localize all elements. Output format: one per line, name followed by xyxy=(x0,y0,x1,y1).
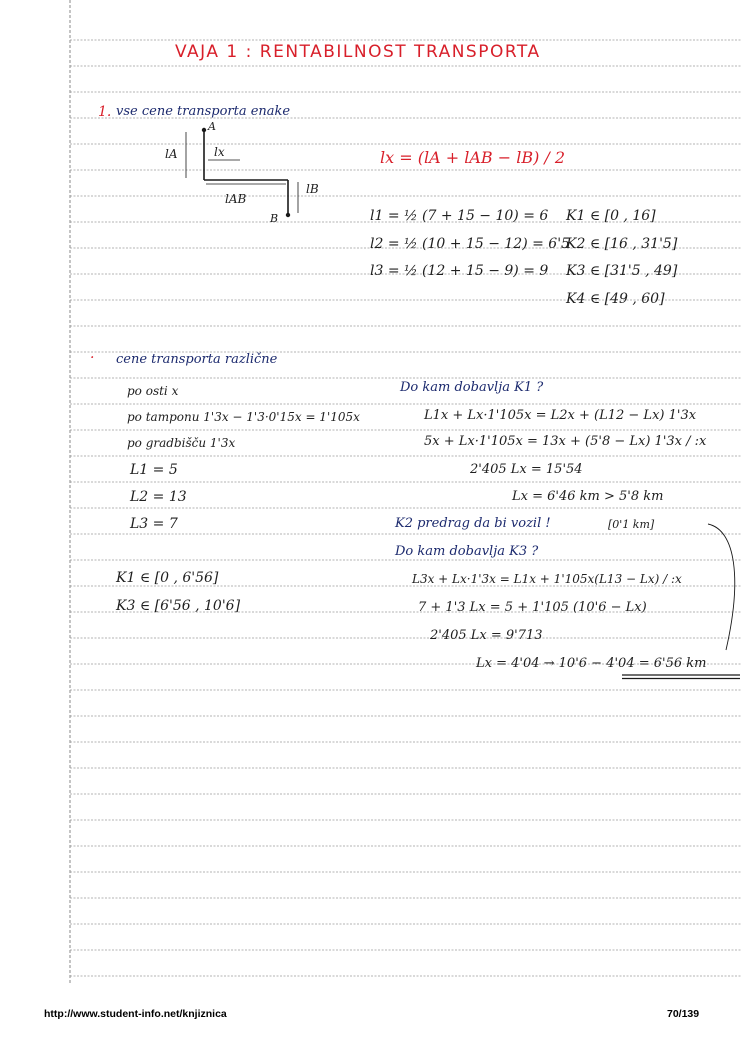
interval-k4: K4 ∈ [49 , 60] xyxy=(566,291,665,307)
eq1-line4: Lx = 6'46 km > 5'8 km xyxy=(512,489,664,504)
interval-k1: K1 ∈ [0 , 16] xyxy=(566,208,656,224)
eq1-line2: 5x + Lx·1'105x = 13x + (5'8 − Lx) 1'3x / :x xyxy=(424,434,707,449)
eq2-line3: 2'405 Lx = 9'713 xyxy=(430,628,543,643)
eq2-line1: L3x + Lx·1'3x = L1x + 1'105x(L13 − Lx) / :x xyxy=(412,572,682,586)
left-line-osti: po osti x xyxy=(127,384,179,398)
eq1-line1: L1x + Lx·1'105x = L2x + (L12 − Lx) 1'3x xyxy=(424,408,697,423)
left-line-l3: L3 = 7 xyxy=(130,516,178,532)
section1-number: 1. xyxy=(98,104,112,120)
note-k2-extra: [0'1 km] xyxy=(608,518,655,531)
diagram-label-lx: lx xyxy=(214,145,225,159)
left-line-tampon: po tamponu 1'3x − 1'3·0'15x = 1'105x xyxy=(127,410,360,424)
diagram-label-lb: lB xyxy=(306,182,319,196)
left-line-l1: L1 = 5 xyxy=(130,462,178,478)
margin-bracket xyxy=(706,520,746,660)
question-k3: Do kam dobavlja K3 ? xyxy=(395,544,539,559)
interval-k3: K3 ∈ [31'5 , 49] xyxy=(566,263,678,279)
section2-heading: cene transporta različne xyxy=(116,352,278,367)
calc-l3: l3 = ½ (12 + 15 − 9) = 9 xyxy=(370,263,549,279)
result-k1: K1 ∈ [0 , 6'56] xyxy=(116,570,219,586)
diagram-label-a: A xyxy=(208,120,216,133)
interval-k2: K2 ∈ [16 , 31'5] xyxy=(566,236,678,252)
left-line-gradbisce: po gradbišču 1'3x xyxy=(127,436,236,450)
calc-l2: l2 = ½ (10 + 15 − 12) = 6'5 xyxy=(370,236,570,252)
calc-l1: l1 = ½ (7 + 15 − 10) = 6 xyxy=(370,208,549,224)
eq1-line3: 2'405 Lx = 15'54 xyxy=(470,462,583,477)
transport-diagram xyxy=(160,120,320,230)
eq2-line2: 7 + 1'3 Lx = 5 + 1'105 (10'6 − Lx) xyxy=(418,600,647,615)
footer-url[interactable]: http://www.student-info.net/knjiznica xyxy=(44,1008,227,1020)
diagram-label-la: lA xyxy=(165,147,178,161)
diagram-label-b: B xyxy=(270,212,279,225)
section1-heading: vse cene transporta enake xyxy=(116,104,291,119)
section2-number: · xyxy=(90,350,95,366)
question-k1: Do kam dobavlja K1 ? xyxy=(400,380,544,395)
result-k3: K3 ∈ [6'56 , 10'6] xyxy=(116,598,241,614)
eq2-line4: Lx = 4'04 → 10'6 − 4'04 = 6'56 km xyxy=(476,656,707,671)
page-title: VAJA 1 : RENTABILNOST TRANSPORTA xyxy=(175,42,541,62)
lx-formula: lx = (lA + lAB − lB) / 2 xyxy=(380,148,566,167)
footer-page-number: 70/139 xyxy=(667,1008,700,1020)
left-line-l2: L2 = 13 xyxy=(130,489,187,505)
note-k2-predrag: K2 predrag da bi vozil ! xyxy=(395,516,551,531)
result-underline xyxy=(622,673,742,681)
diagram-label-lab: lAB xyxy=(225,192,247,206)
